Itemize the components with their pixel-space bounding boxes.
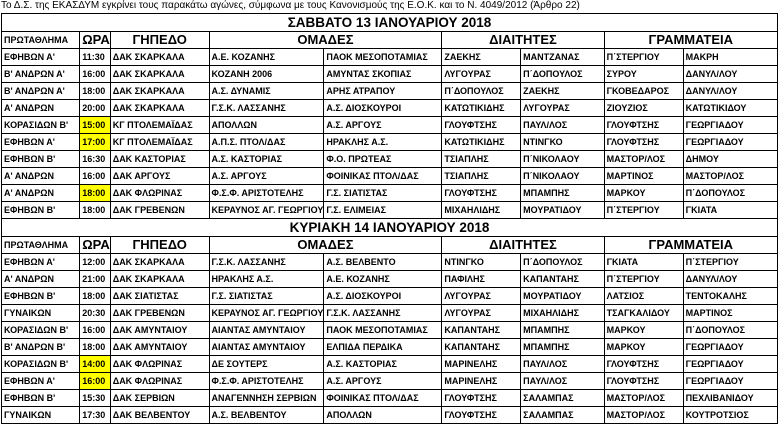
time-cell: 18:00 (80, 202, 111, 219)
secretary-1-cell: ΛΑΤΣΙΟΣ (604, 288, 683, 305)
away-team-cell: Α.Σ. ΑΡΓΟΥΣ (324, 117, 442, 134)
secretary-1-cell: ΜΑΡΚΟΥ (604, 339, 683, 356)
time-cell: 16:00 (80, 168, 111, 185)
championship-cell: ΕΦΗΒΩΝ Α' (2, 254, 80, 271)
day-title-row (2, 14, 778, 32)
away-team-cell: Α.Σ. ΔΙΟΣΚΟΥΡΟΙ (324, 100, 442, 117)
referee-2-cell: ΖΑΕΚΗΣ (521, 83, 604, 100)
table-row (2, 322, 778, 339)
header-venue: ΓΗΠΕΔΟ (110, 237, 209, 254)
table-row (2, 390, 778, 407)
table-row (2, 254, 778, 271)
table-row (2, 100, 778, 117)
table-row (2, 356, 778, 373)
secretary-1-cell: ΓΚΙΑΤΑ (604, 254, 683, 271)
secretary-2-cell: ΓΚΙΑΤΑ (683, 202, 777, 219)
away-team-cell: Γ.Σ. ΕΛΙΜΕΙΑΣ (324, 202, 442, 219)
championship-cell: Α' ΑΝΔΡΩΝ (2, 271, 80, 288)
time-cell: 20:30 (80, 305, 111, 322)
time-cell: 16:00 (80, 373, 111, 390)
table-row (2, 271, 778, 288)
table-row (2, 83, 778, 100)
home-team-cell: ΑΙΑΝΤΑΣ ΑΜΥΝΤΑΙΟΥ (209, 322, 324, 339)
away-team-cell: Γ.Σ. ΣΙΑΤΙΣΤΑΣ (324, 185, 442, 202)
away-team-cell: ΑΠΟΛΛΩΝ (324, 407, 442, 424)
secretary-1-cell: ΓΛΟΥΦΤΣΗΣ (604, 356, 683, 373)
secretary-1-cell: ΜΑΡΚΟΥ (604, 185, 683, 202)
referee-1-cell: ΓΛΟΥΦΤΣΗΣ (442, 185, 521, 202)
secretary-1-cell: ΜΑΡΚΟΥ (604, 322, 683, 339)
away-team-cell: Α.Σ. ΚΑΣΤΟΡΙΑΣ (324, 356, 442, 373)
home-team-cell: ΚΟΖΑΝΗ 2006 (209, 66, 324, 83)
venue-cell: ΔΑΚ ΓΡΕΒΕΝΩΝ (110, 305, 209, 322)
venue-cell: ΔΑΚ ΣΚΑΡΚΑΛΑ (110, 83, 209, 100)
referee-2-cell: ΚΑΠΑΝΤΑΗΣ (521, 271, 604, 288)
referee-2-cell: ΜΑΝΤΖΑΝΑΣ (521, 49, 604, 66)
header-referees: ΔΙΑΙΤΗΤΕΣ (442, 237, 604, 254)
table-row (2, 66, 778, 83)
away-team-cell: ΗΡΑΚΛΗΣ Α.Σ. (324, 134, 442, 151)
secretary-1-cell: Π΄ΣΤΕΡΓΙΟΥ (604, 49, 683, 66)
championship-cell: ΚΟΡΑΣΙΔΩΝ Β' (2, 117, 80, 134)
secretary-2-cell: Π΄ΔΟΠΟΥΛΟΣ (683, 185, 777, 202)
table-row (2, 185, 778, 202)
header-teams: ΟΜΑΔΕΣ (209, 237, 442, 254)
table-row (2, 151, 778, 168)
championship-cell: ΕΦΗΒΩΝ Α' (2, 373, 80, 390)
header-teams: ΟΜΑΔΕΣ (209, 32, 442, 49)
secretary-2-cell: ΜΑΡΤΙΝΟΣ (683, 305, 777, 322)
away-team-cell: ΕΛΠΙΔΑ ΠΕΡΔΙΚΑ (324, 339, 442, 356)
home-team-cell: Α.Π.Σ. ΠΤΟΛ/ΔΑΣ (209, 134, 324, 151)
home-team-cell: Α.Σ. ΒΕΛΒΕΝΤΟΥ (209, 407, 324, 424)
referee-2-cell: ΣΑΛΑΜΠΑΣ (521, 390, 604, 407)
intro-note: Το Δ.Σ. της ΕΚΑΣΔΥΜ εγκρίνει τους παρακάτω αγώνες, σύμφωνα με τους Κανονισμούς της Ε.Ο.Κ. και το Ν. 4049/2012 (Άρθρο 22) (1, 0, 580, 11)
referee-2-cell: ΜΟΥΡΑΤΙΔΟΥ (521, 202, 604, 219)
table-row (2, 373, 778, 390)
secretary-2-cell: ΔΑΝΥΛ/ΛΟΥ (683, 83, 777, 100)
away-team-cell: Α.Ε. ΚΟΖΑΝΗΣ (324, 271, 442, 288)
table-row (2, 168, 778, 185)
time-cell: 18:00 (80, 288, 111, 305)
away-team-cell: Γ.Σ.Κ. ΛΑΣΣΑΝΗΣ (324, 305, 442, 322)
header-secretariat: ΓΡΑΜΜΑΤΕΙΑ (604, 237, 777, 254)
championship-cell: Α' ΑΝΔΡΩΝ (2, 100, 80, 117)
referee-2-cell: ΜΠΑΜΠΗΣ (521, 339, 604, 356)
referee-1-cell: ΜΑΡΙΝΕΛΗΣ (442, 356, 521, 373)
referee-2-cell: Π΄ΝΙΚΟΛΑΟΥ (521, 151, 604, 168)
championship-cell: ΕΦΗΒΩΝ Β' (2, 288, 80, 305)
time-cell: 11:30 (80, 49, 111, 66)
home-team-cell: Γ.Σ.Κ. ΛΑΣΣΑΝΗΣ (209, 100, 324, 117)
time-cell: 21:00 (80, 271, 111, 288)
table-row (2, 134, 778, 151)
referee-2-cell: ΜΠΑΜΠΗΣ (521, 322, 604, 339)
championship-cell: ΓΥΝΑΙΚΩΝ (2, 407, 80, 424)
championship-cell: ΓΥΝΑΙΚΩΝ (2, 305, 80, 322)
championship-cell: ΚΟΡΑΣΙΔΩΝ Β' (2, 356, 80, 373)
secretary-2-cell: ΓΕΩΡΓΙΑΔΟΥ (683, 117, 777, 134)
secretary-2-cell: ΓΕΩΡΓΙΑΔΟΥ (683, 356, 777, 373)
table-row (2, 202, 778, 219)
secretary-2-cell: ΓΕΩΡΓΙΑΔΟΥ (683, 339, 777, 356)
secretary-1-cell: ΜΑΣΤΟΡ/ΛΟΣ (604, 390, 683, 407)
day-title: ΣΑΒΒΑΤΟ 13 ΙΑΝΟΥΑΡΙΟΥ 2018 (2, 14, 778, 32)
referee-2-cell: Π΄ΝΙΚΟΛΑΟΥ (521, 168, 604, 185)
secretary-2-cell: ΓΕΩΡΓΙΑΔΟΥ (683, 134, 777, 151)
header-time: ΩΡΑ (80, 237, 111, 254)
secretary-1-cell: ΜΑΡΤΙΝΟΣ (604, 168, 683, 185)
secretary-1-cell: Π΄ΣΤΕΡΓΙΟΥ (604, 202, 683, 219)
home-team-cell: ΔΕ ΣΟΥΤΕΡΣ (209, 356, 324, 373)
secretary-1-cell: ΓΛΟΥΦΤΣΗΣ (604, 373, 683, 390)
venue-cell: ΔΑΚ ΒΕΛΒΕΝΤΟΥ (110, 407, 209, 424)
venue-cell: ΔΑΚ ΚΑΣΤΟΡΙΑΣ (110, 151, 209, 168)
away-team-cell: Α.Σ. ΒΕΛΒΕΝΤΟ (324, 254, 442, 271)
home-team-cell: Α.Ε. ΚΟΖΑΝΗΣ (209, 49, 324, 66)
away-team-cell: Α.Σ. ΑΡΓΟΥΣ (324, 373, 442, 390)
venue-cell: ΔΑΚ ΣΚΑΡΚΑΛΑ (110, 100, 209, 117)
secretary-2-cell: ΔΗΜΟΥ (683, 151, 777, 168)
venue-cell: ΔΑΚ ΑΜΥΝΤΑΙΟΥ (110, 322, 209, 339)
time-cell: 18:00 (80, 339, 111, 356)
championship-cell: Β' ΑΝΔΡΩΝ Β' (2, 339, 80, 356)
home-team-cell: ΗΡΑΚΛΗΣ Α.Σ. (209, 271, 324, 288)
table-row (2, 407, 778, 424)
home-team-cell: ΑΠΟΛΛΩΝ (209, 117, 324, 134)
time-cell: 16:30 (80, 151, 111, 168)
secretary-1-cell: ΜΑΣΤΟΡ/ΛΟΣ (604, 407, 683, 424)
secretary-2-cell: ΠΕΧΛΙΒΑΝΙΔΟΥ (683, 390, 777, 407)
championship-cell: ΕΦΗΒΩΝ Α' (2, 49, 80, 66)
time-cell: 16:00 (80, 322, 111, 339)
secretary-2-cell: Π΄ΔΟΠΟΥΛΟΣ (683, 322, 777, 339)
away-team-cell: ΦΟΙΝΙΚΑΣ ΠΤΟΛ/ΔΑΣ (324, 390, 442, 407)
referee-1-cell: ΠΑΦΙΛΗΣ (442, 271, 521, 288)
table-row (2, 305, 778, 322)
venue-cell: ΔΑΚ ΣΙΑΤΙΣΤΑΣ (110, 288, 209, 305)
venue-cell: ΔΑΚ ΦΛΩΡΙΝΑΣ (110, 356, 209, 373)
table-row (2, 117, 778, 134)
venue-cell: ΔΑΚ ΦΛΩΡΙΝΑΣ (110, 185, 209, 202)
away-team-cell: ΠΑΟΚ ΜΕΣΟΠΟΤΑΜΙΑΣ (324, 322, 442, 339)
time-cell: 18:00 (80, 83, 111, 100)
venue-cell: ΔΑΚ ΣΚΑΡΚΑΛΑ (110, 271, 209, 288)
championship-cell: ΕΦΗΒΩΝ Β' (2, 390, 80, 407)
referee-2-cell: ΜΟΥΡΑΤΙΔΟΥ (521, 288, 604, 305)
time-cell: 15:00 (80, 117, 111, 134)
time-cell: 20:00 (80, 100, 111, 117)
time-cell: 14:00 (80, 356, 111, 373)
secretary-1-cell: ΣΥΡΟΥ (604, 66, 683, 83)
venue-cell: ΚΓ ΠΤΟΛΕΜΑΪΔΑΣ (110, 117, 209, 134)
championship-cell: Α' ΑΝΔΡΩΝ (2, 185, 80, 202)
referee-2-cell: Π΄ΔΟΠΟΥΛΟΣ (521, 66, 604, 83)
home-team-cell: Γ.Σ. ΣΙΑΤΙΣΤΑΣ (209, 288, 324, 305)
referee-1-cell: ΚΑΠΑΝΤΑΗΣ (442, 339, 521, 356)
time-cell: 16:00 (80, 66, 111, 83)
referee-1-cell: ΓΛΟΥΦΤΣΗΣ (442, 407, 521, 424)
championship-cell: Β' ΑΝΔΡΩΝ Α' (2, 83, 80, 100)
home-team-cell: Φ.Σ.Φ. ΑΡΙΣΤΟΤΕΛΗΣ (209, 185, 324, 202)
championship-cell: ΕΦΗΒΩΝ Α' (2, 134, 80, 151)
header-referees: ΔΙΑΙΤΗΤΕΣ (442, 32, 604, 49)
referee-1-cell: ΛΥΓΟΥΡΑΣ (442, 305, 521, 322)
venue-cell: ΔΑΚ ΦΛΩΡΙΝΑΣ (110, 373, 209, 390)
secretary-1-cell: ΓΛΟΥΦΤΣΗΣ (604, 134, 683, 151)
secretary-2-cell: Π΄ΣΤΕΡΓΙΟΥ (683, 254, 777, 271)
secretary-1-cell: ΜΑΣΤΟΡ/ΛΟΣ (604, 151, 683, 168)
referee-1-cell: ΓΛΟΥΦΤΣΗΣ (442, 117, 521, 134)
referee-1-cell: ΜΑΡΙΝΕΛΗΣ (442, 373, 521, 390)
home-team-cell: ΚΕΡΑΥΝΟΣ ΑΓ. ΓΕΩΡΓΙΟΥ (209, 305, 324, 322)
secretary-2-cell: ΔΑΝΥΛ/ΛΟΥ (683, 271, 777, 288)
header-time: ΩΡΑ (80, 32, 111, 49)
home-team-cell: Α.Σ. ΚΑΣΤΟΡΙΑΣ (209, 151, 324, 168)
referee-1-cell: ΚΑΤΩΤΙΚΙΔΗΣ (442, 134, 521, 151)
referee-1-cell: ΓΛΟΥΦΤΣΗΣ (442, 390, 521, 407)
table-row (2, 288, 778, 305)
header-championship: ΠΡΩΤΑΘΛΗΜΑ (2, 32, 80, 49)
referee-2-cell: ΠΑΥΛ/ΛΟΣ (521, 356, 604, 373)
secretary-2-cell: ΔΑΝΥΛ/ΛΟΥ (683, 66, 777, 83)
header-secretariat: ΓΡΑΜΜΑΤΕΙΑ (604, 32, 777, 49)
referee-1-cell: ΚΑΠΑΝΤΑΗΣ (442, 322, 521, 339)
header-row (2, 237, 778, 254)
header-row (2, 32, 778, 49)
time-cell: 18:00 (80, 185, 111, 202)
venue-cell: ΔΑΚ ΣΚΑΡΚΑΛΑ (110, 49, 209, 66)
secretary-2-cell: ΜΑΚΡΗ (683, 49, 777, 66)
home-team-cell: ΚΕΡΑΥΝΟΣ ΑΓ. ΓΕΩΡΓΙΟΥ (209, 202, 324, 219)
home-team-cell: Α.Σ. ΑΡΓΟΥΣ (209, 168, 324, 185)
secretary-1-cell: ΓΛΟΥΦΤΣΗΣ (604, 117, 683, 134)
secretary-2-cell: ΚΑΤΩΤΙΚΙΔΟΥ (683, 100, 777, 117)
secretary-1-cell: Π΄ΣΤΕΡΓΙΟΥ (604, 271, 683, 288)
away-team-cell: Φ.Ο. ΠΡΩΤΕΑΣ (324, 151, 442, 168)
secretary-2-cell: ΤΕΝΤΟΚΑΛΗΣ (683, 288, 777, 305)
home-team-cell: Γ.Σ.Κ. ΛΑΣΣΑΝΗΣ (209, 254, 324, 271)
referee-1-cell: ΛΥΓΟΥΡΑΣ (442, 66, 521, 83)
referee-2-cell: ΜΙΧΑΗΛΙΔΗΣ (521, 305, 604, 322)
away-team-cell: ΑΜΥΝΤΑΣ ΣΚΟΠΙΑΣ (324, 66, 442, 83)
table-row (2, 339, 778, 356)
away-team-cell: ΠΑΟΚ ΜΕΣΟΠΟΤΑΜΙΑΣ (324, 49, 442, 66)
home-team-cell: Φ.Σ.Φ. ΑΡΙΣΤΟΤΕΛΗΣ (209, 373, 324, 390)
venue-cell: ΔΑΚ ΣΕΡΒΙΩΝ (110, 390, 209, 407)
header-venue: ΓΗΠΕΔΟ (110, 32, 209, 49)
secretary-2-cell: ΚΟΥΤΡΟΤΣΙΟΣ (683, 407, 777, 424)
championship-cell: ΚΟΡΑΣΙΔΩΝ Β' (2, 322, 80, 339)
home-team-cell: ΑΝΑΓΕΝΝΗΣΗ ΣΕΡΒΙΩΝ (209, 390, 324, 407)
referee-1-cell: ΤΣΙΑΠΛΗΣ (442, 168, 521, 185)
referee-2-cell: ΜΠΑΜΠΗΣ (521, 185, 604, 202)
secretary-1-cell: ΓΚΟΒΕΔΑΡΟΣ (604, 83, 683, 100)
away-team-cell: Α.Σ. ΔΙΟΣΚΟΥΡΟΙ (324, 288, 442, 305)
championship-cell: Α' ΑΝΔΡΩΝ (2, 168, 80, 185)
time-cell: 17:30 (80, 407, 111, 424)
venue-cell: ΚΓ ΠΤΟΛΕΜΑΪΔΑΣ (110, 134, 209, 151)
time-cell: 12:00 (80, 254, 111, 271)
referee-2-cell: Π΄ΔΟΠΟΥΛΟΣ (521, 254, 604, 271)
venue-cell: ΔΑΚ ΣΚΑΡΚΑΛΑ (110, 66, 209, 83)
secretary-1-cell: ΤΣΑΓΚΑΛΙΔΟΥ (604, 305, 683, 322)
referee-1-cell: ΚΑΤΩΤΙΚΙΔΗΣ (442, 100, 521, 117)
time-cell: 17:00 (80, 134, 111, 151)
referee-2-cell: ΠΑΥΛ/ΛΟΣ (521, 117, 604, 134)
home-team-cell: ΑΙΑΝΤΑΣ ΑΜΥΝΤΑΙΟΥ (209, 339, 324, 356)
venue-cell: ΔΑΚ ΑΡΓΟΥΣ (110, 168, 209, 185)
away-team-cell: ΦΟΙΝΙΚΑΣ ΠΤΟΛ/ΔΑΣ (324, 168, 442, 185)
referee-1-cell: ΜΙΧΑΗΛΙΔΗΣ (442, 202, 521, 219)
referee-1-cell: ΖΑΕΚΗΣ (442, 49, 521, 66)
championship-cell: ΕΦΗΒΩΝ Β' (2, 202, 80, 219)
header-championship: ΠΡΩΤΑΘΛΗΜΑ (2, 237, 80, 254)
referee-1-cell: ΤΣΙΑΠΛΗΣ (442, 151, 521, 168)
home-team-cell: Α.Σ. ΔΥΝΑΜΙΣ (209, 83, 324, 100)
secretary-1-cell: ΖΙΟΥΖΙΟΣ (604, 100, 683, 117)
secretary-2-cell: ΓΕΩΡΓΙΑΔΟΥ (683, 373, 777, 390)
day-title: ΚΥΡΙΑΚΗ 14 ΙΑΝΟΥΑΡΙΟΥ 2018 (2, 219, 778, 237)
referee-2-cell: ΣΑΛΑΜΠΑΣ (521, 407, 604, 424)
time-cell: 15:30 (80, 390, 111, 407)
championship-cell: Β' ΑΝΔΡΩΝ Α' (2, 66, 80, 83)
referee-1-cell: ΛΥΓΟΥΡΑΣ (442, 288, 521, 305)
venue-cell: ΔΑΚ ΑΜΥΝΤΑΙΟΥ (110, 339, 209, 356)
secretary-2-cell: ΜΑΣΤΟΡ/ΛΟΣ (683, 168, 777, 185)
day-title-row (2, 219, 778, 237)
schedule-table (1, 13, 778, 424)
referee-1-cell: ΝΤΙΝΓΚΟ (442, 254, 521, 271)
venue-cell: ΔΑΚ ΓΡΕΒΕΝΩΝ (110, 202, 209, 219)
venue-cell: ΔΑΚ ΣΚΑΡΚΑΛΑ (110, 254, 209, 271)
referee-2-cell: ΛΥΓΟΥΡΑΣ (521, 100, 604, 117)
referee-2-cell: ΝΤΙΝΓΚΟ (521, 134, 604, 151)
championship-cell: ΕΦΗΒΩΝ Β' (2, 151, 80, 168)
away-team-cell: ΑΡΗΣ ΑΤΡΑΠΟΥ (324, 83, 442, 100)
referee-2-cell: ΠΑΥΛ/ΛΟΣ (521, 373, 604, 390)
table-row (2, 49, 778, 66)
referee-1-cell: Π΄ΔΟΠΟΥΛΟΣ (442, 83, 521, 100)
